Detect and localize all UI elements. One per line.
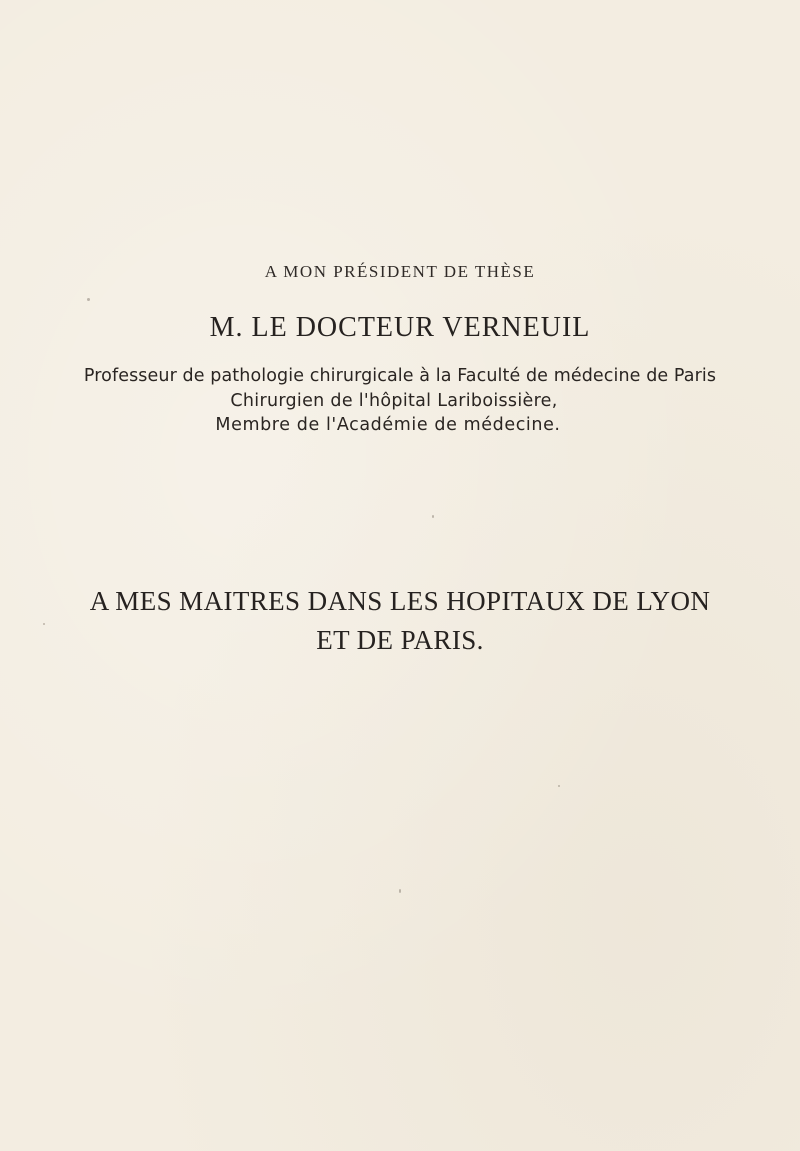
- paper-speck: [43, 623, 45, 625]
- masters-line-2: ET DE PARIS.: [316, 625, 484, 655]
- paper-speck: [399, 889, 401, 893]
- paper-speck: [432, 515, 434, 518]
- paper-speck: [558, 785, 560, 787]
- paper-speck: [87, 298, 90, 301]
- title-line-academy: Membre de l'Académie de médecine.: [215, 415, 561, 435]
- dedication-heading: A MON PRÉSIDENT DE THÈSE: [264, 262, 536, 281]
- title-line-professor: Professeur de pathologie chirurgicale à la Faculté de médecine de Paris: [83, 366, 717, 386]
- masters-line-1: A MES MAITRES DANS LES HOPITAUX DE LYON: [89, 586, 711, 616]
- title-line-surgeon: Chirurgien de l'hôpital Lariboissière,: [230, 390, 558, 411]
- masters-dedication: [0, 582, 800, 660]
- president-name: M. LE DOCTEUR VERNEUIL: [209, 312, 591, 343]
- president-titles: [0, 364, 800, 438]
